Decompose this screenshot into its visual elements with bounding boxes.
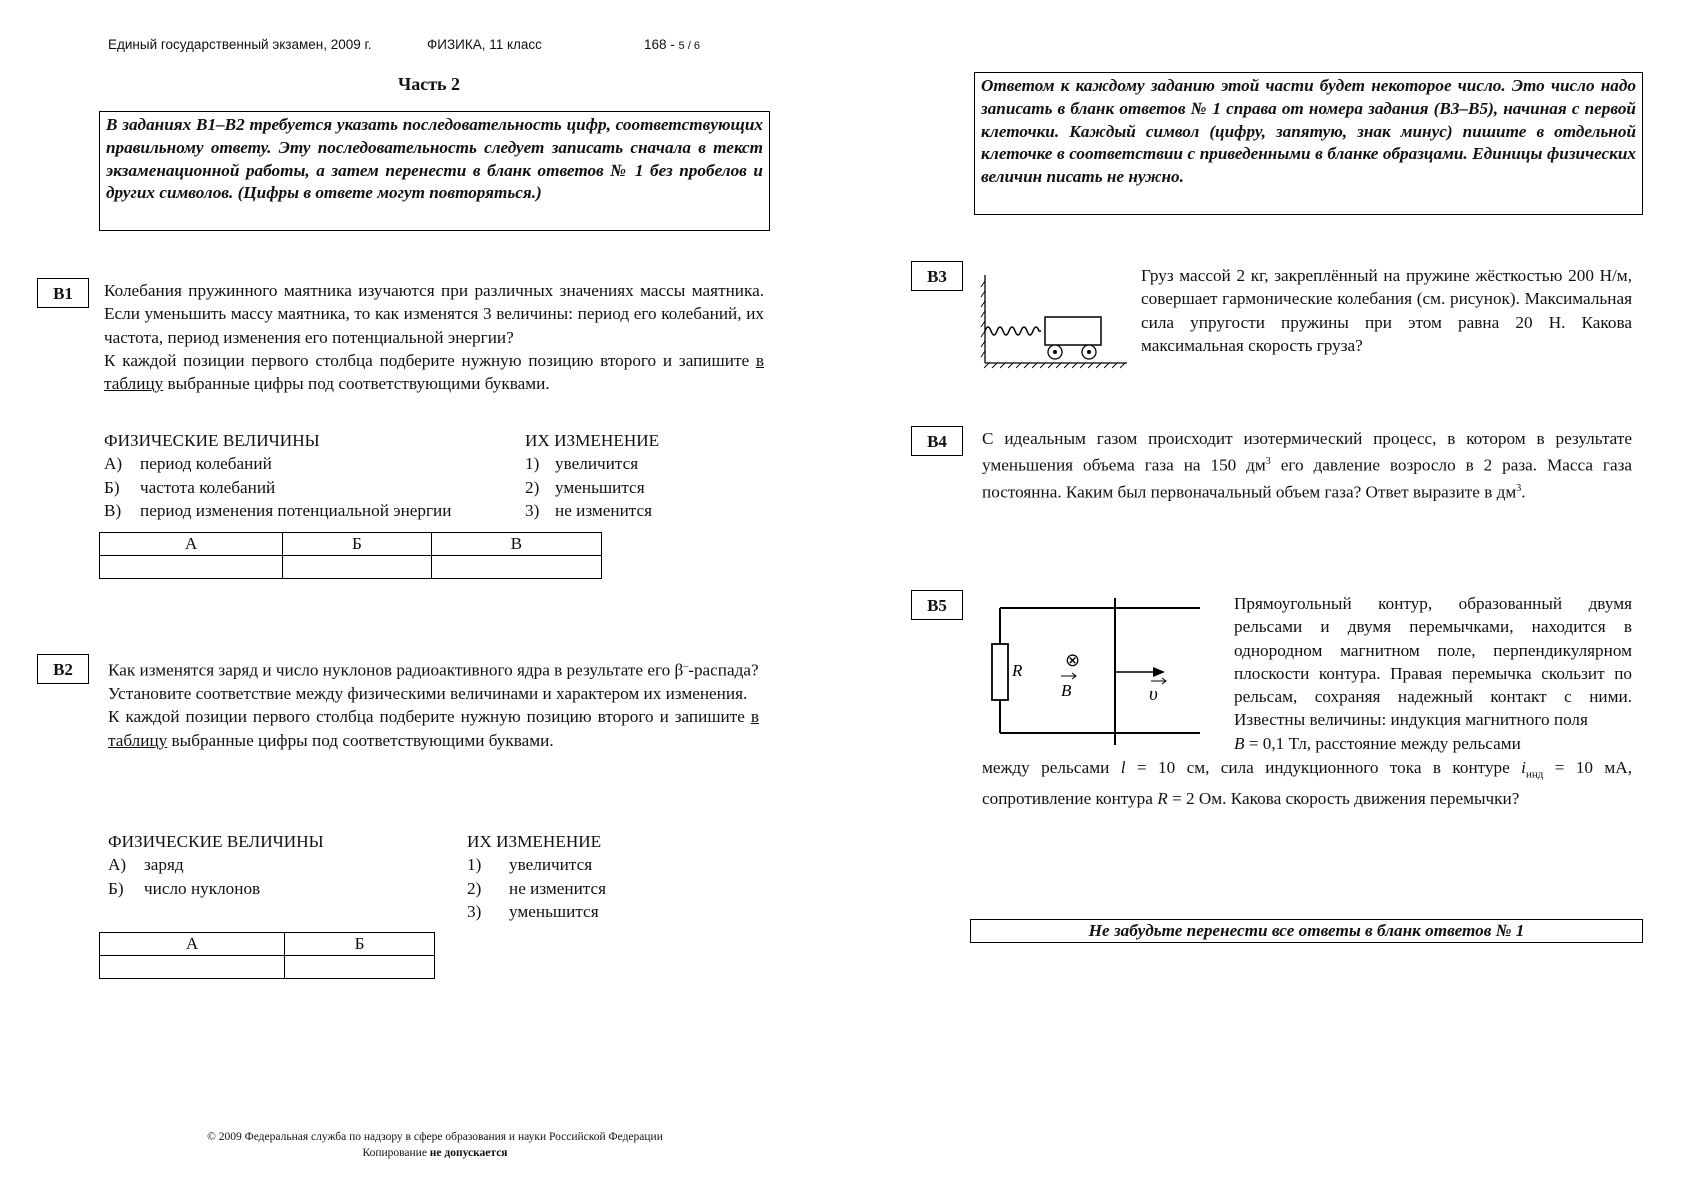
reminder-box [970, 919, 1643, 943]
task-b2-instruction [108, 705, 759, 752]
task-b1-table-link: в таблицу [104, 350, 765, 394]
task-b5-i-value: = 10 мА, сопротивление контура [982, 758, 1632, 808]
task-b1-instr-b: выбранные цифры под соответствующими буквами. [167, 374, 550, 394]
task-b2-text [108, 655, 759, 682]
task-b2-table-head-a: А [100, 933, 285, 956]
header-page-frac: 5 / 6 [678, 40, 700, 52]
task-b1-instr-a: К каждой позиции первого столбца подберите нужную позицию второго и запишите [104, 350, 750, 370]
part-title: Часть 2 [398, 74, 461, 94]
task-b1-table-head-v: В [431, 533, 601, 556]
task-b2-answer-2: 2) не изменится [467, 878, 607, 898]
task-b3-text: Груз массой 2 кг, закреплённый на пружине жёсткостью 200 Н/м, совершает гармонические колебания (см. рисунок). Максимальная сила упругости пружины при этом равна 20 Н. Какова максимальная скорость груза? [1141, 266, 1632, 355]
task-b5-b-value: = 0,1 Тл, расстояние между рельсами [1244, 734, 1521, 753]
field-b-label: B [1061, 681, 1072, 700]
task-b4-text-a: С идеальным газом происходит изотермический процесс, в котором в результате уменьшения объема газа на 150 дм [982, 429, 1632, 476]
task-b5-induction-line [1234, 732, 1632, 755]
task-b4-text-b: его давление возросло в 2 раза. Масса газа постоянна. Каким был первоначальный объем газа? Ответ выразите в дм [982, 456, 1632, 503]
task-b2-right-column [467, 830, 606, 923]
intro-b1-b2-text: В заданиях В1–В2 требуется указать последовательность цифр, соответствующих правильному ответу. Эту последовательность следует записать сначала в текст экзаменационной работы, а затем перенести в бланк ответов № 1 без пробелов и других символов. (Цифры в ответе могут повторяться.) [106, 115, 763, 203]
task-b1-question [104, 279, 764, 395]
task-b1-left-column [104, 429, 451, 522]
intro-b3-b5-text: Ответом к каждому заданию этой части будет некоторое число. Это число надо записать в бланк ответов № 1 справа от номера задания (В3–В5), начиная с первой клеточки. Каждый символ (цифру, запятую, знак минус) пишите в отдельной клеточке в соответствии с приведенными в бланке образцами. Единицы физических величин писать не нужно. [981, 76, 1636, 187]
task-b1-answer-cell-v[interactable] [431, 556, 601, 579]
task-b5-b-symbol: B [1234, 734, 1245, 753]
velocity-label: υ [1149, 684, 1158, 705]
task-b1-option-v: В) период изменения потенциальной энергии [104, 500, 452, 520]
task-b2-answer-table [99, 932, 435, 979]
task-b1-instruction [104, 349, 764, 396]
task-b5-r-symbol: R [1157, 788, 1168, 808]
task-b1-option-a: А) период колебаний [104, 454, 272, 474]
field-into-page-icon: ⊗ [1065, 650, 1081, 671]
task-label-b4: B4 [911, 426, 963, 456]
footer-copy-note [155, 1147, 715, 1159]
footer-copy-b: не допускается [429, 1147, 508, 1159]
task-b5-text-b: между рельсами l = 10 см, сила индукционного тока в контуре $i_{инд} = 10$ мА, сопротивление контура R = 2 Ом. Какова скорость движения перемычки? [982, 758, 1632, 808]
task-b2-option-b: Б) число нуклонов [108, 878, 261, 898]
task-label-b3: B3 [911, 261, 963, 291]
task-b2-option-a: А) заряд [108, 855, 184, 875]
footer-copy-a: Копирование [362, 1147, 430, 1159]
task-b1-table-head-a: А [100, 533, 283, 556]
task-b4-sup1: 3 [1265, 456, 1271, 468]
task-b2-beta-sup: – [683, 661, 689, 672]
circuit-figure [983, 596, 1213, 746]
task-b2-col2-head: ИХ ИЗМЕНЕНИЕ [467, 832, 602, 851]
reminder-text: Не забудьте перенести все ответы в бланк ответов № 1 [1088, 921, 1525, 940]
task-b1-answer-cell-b[interactable] [283, 556, 431, 579]
task-b2-left-column [108, 830, 324, 900]
task-b5-i-sub: инд [1525, 768, 1544, 781]
resistor [992, 644, 1008, 700]
resistor-label: R [1012, 661, 1023, 680]
task-b2-col1-head: ФИЗИЧЕСКИЕ ВЕЛИЧИНЫ [108, 832, 324, 851]
spring-coil [985, 327, 1041, 335]
task-b2-table-link: в таблицу [108, 707, 760, 750]
task-b2-text2: Установите соответствие между физическими величинами и характером их изменения. [108, 684, 748, 704]
cart-body [1045, 317, 1101, 345]
task-b2-answer-cell-a[interactable] [100, 956, 285, 979]
task-b1-answer-table [99, 532, 602, 579]
task-label-b2: B2 [37, 654, 89, 684]
task-label-b5: B5 [911, 590, 963, 620]
task-b5-i-symbol: i [1521, 758, 1526, 777]
intro-b3-b5-box [974, 72, 1643, 215]
task-label-b1: B1 [37, 278, 89, 308]
footer-copyright: © 2009 Федеральная служба по надзору в сфере образования и науки Российской Федерации [207, 1131, 663, 1143]
spring-pendulum-figure [981, 267, 1131, 372]
task-b4-text [982, 427, 1632, 504]
task-b1-answer-3: 3) не изменится [525, 500, 653, 520]
task-b1-col2-head: ИХ ИЗМЕНЕНИЕ [525, 431, 660, 450]
task-b1-text: Колебания пружинного маятника изучаются при различных значениях массы маятника. Если уменьшить массу маятника, то как изменятся 3 величины: период его колебаний, их частота, период изменения его потенциальной энергии? [104, 281, 764, 347]
task-b2-text-b: -распада? [688, 660, 759, 680]
task-b1-right-column [525, 429, 659, 522]
task-b2-text-a: Как изменятся заряд и число нуклонов радиоактивного ядра в результате его β [108, 660, 684, 680]
floor-hatching [984, 363, 1125, 368]
task-b5-text-a: Прямоугольный контур, образованный двумя рельсами и двумя перемычками, находится в однородном магнитном поле, перпендикулярном плоскости контура. Правая перемычка скользит по рельсам, сохраняя надежный контакт с ними. Известны величины: индукция магнитного поля [1234, 594, 1632, 730]
task-b4-text-c: . [1521, 483, 1526, 503]
task-b2-answer-cell-b[interactable] [285, 956, 435, 979]
task-b1-answer-2: 2) уменьшится [525, 477, 645, 497]
header-exam: Единый государственный экзамен, 2009 г. [108, 37, 372, 52]
task-b1-answer-cell-a[interactable] [100, 556, 283, 579]
task-b4-sup2: 3 [1516, 483, 1522, 495]
task-b1-answer-1: 1) увеличится [525, 454, 639, 474]
header-page-num: 168 - [644, 37, 675, 52]
task-b2-answer-3: 3) уменьшится [467, 901, 599, 921]
task-b1-option-b: Б) частота колебаний [104, 477, 276, 497]
task-b5-l-value: = 10 см, сила индукционного тока в контуре [1125, 758, 1522, 777]
task-b2-instr-b: выбранные цифры под соответствующими буквами. [171, 730, 554, 750]
task-b1-table-head-b: Б [283, 533, 431, 556]
task-b2-instr-a: К каждой позиции первого столбца подберите нужную позицию второго и запишите [108, 707, 745, 727]
task-b2-question [108, 655, 759, 752]
task-b5-l-symbol: l [1120, 758, 1126, 777]
intro-b1-b2-box [99, 111, 770, 231]
task-b2-table-head-b: Б [285, 933, 435, 956]
header-subject: ФИЗИКА, 11 класс [427, 37, 542, 52]
header-page [644, 37, 700, 52]
task-b1-col1-head: ФИЗИЧЕСКИЕ ВЕЛИЧИНЫ [104, 431, 320, 450]
task-b5-r-value: = 2 Ом. Какова скорость движения перемычки? [1167, 788, 1520, 808]
task-b2-answer-1: 1) увеличится [467, 855, 593, 875]
